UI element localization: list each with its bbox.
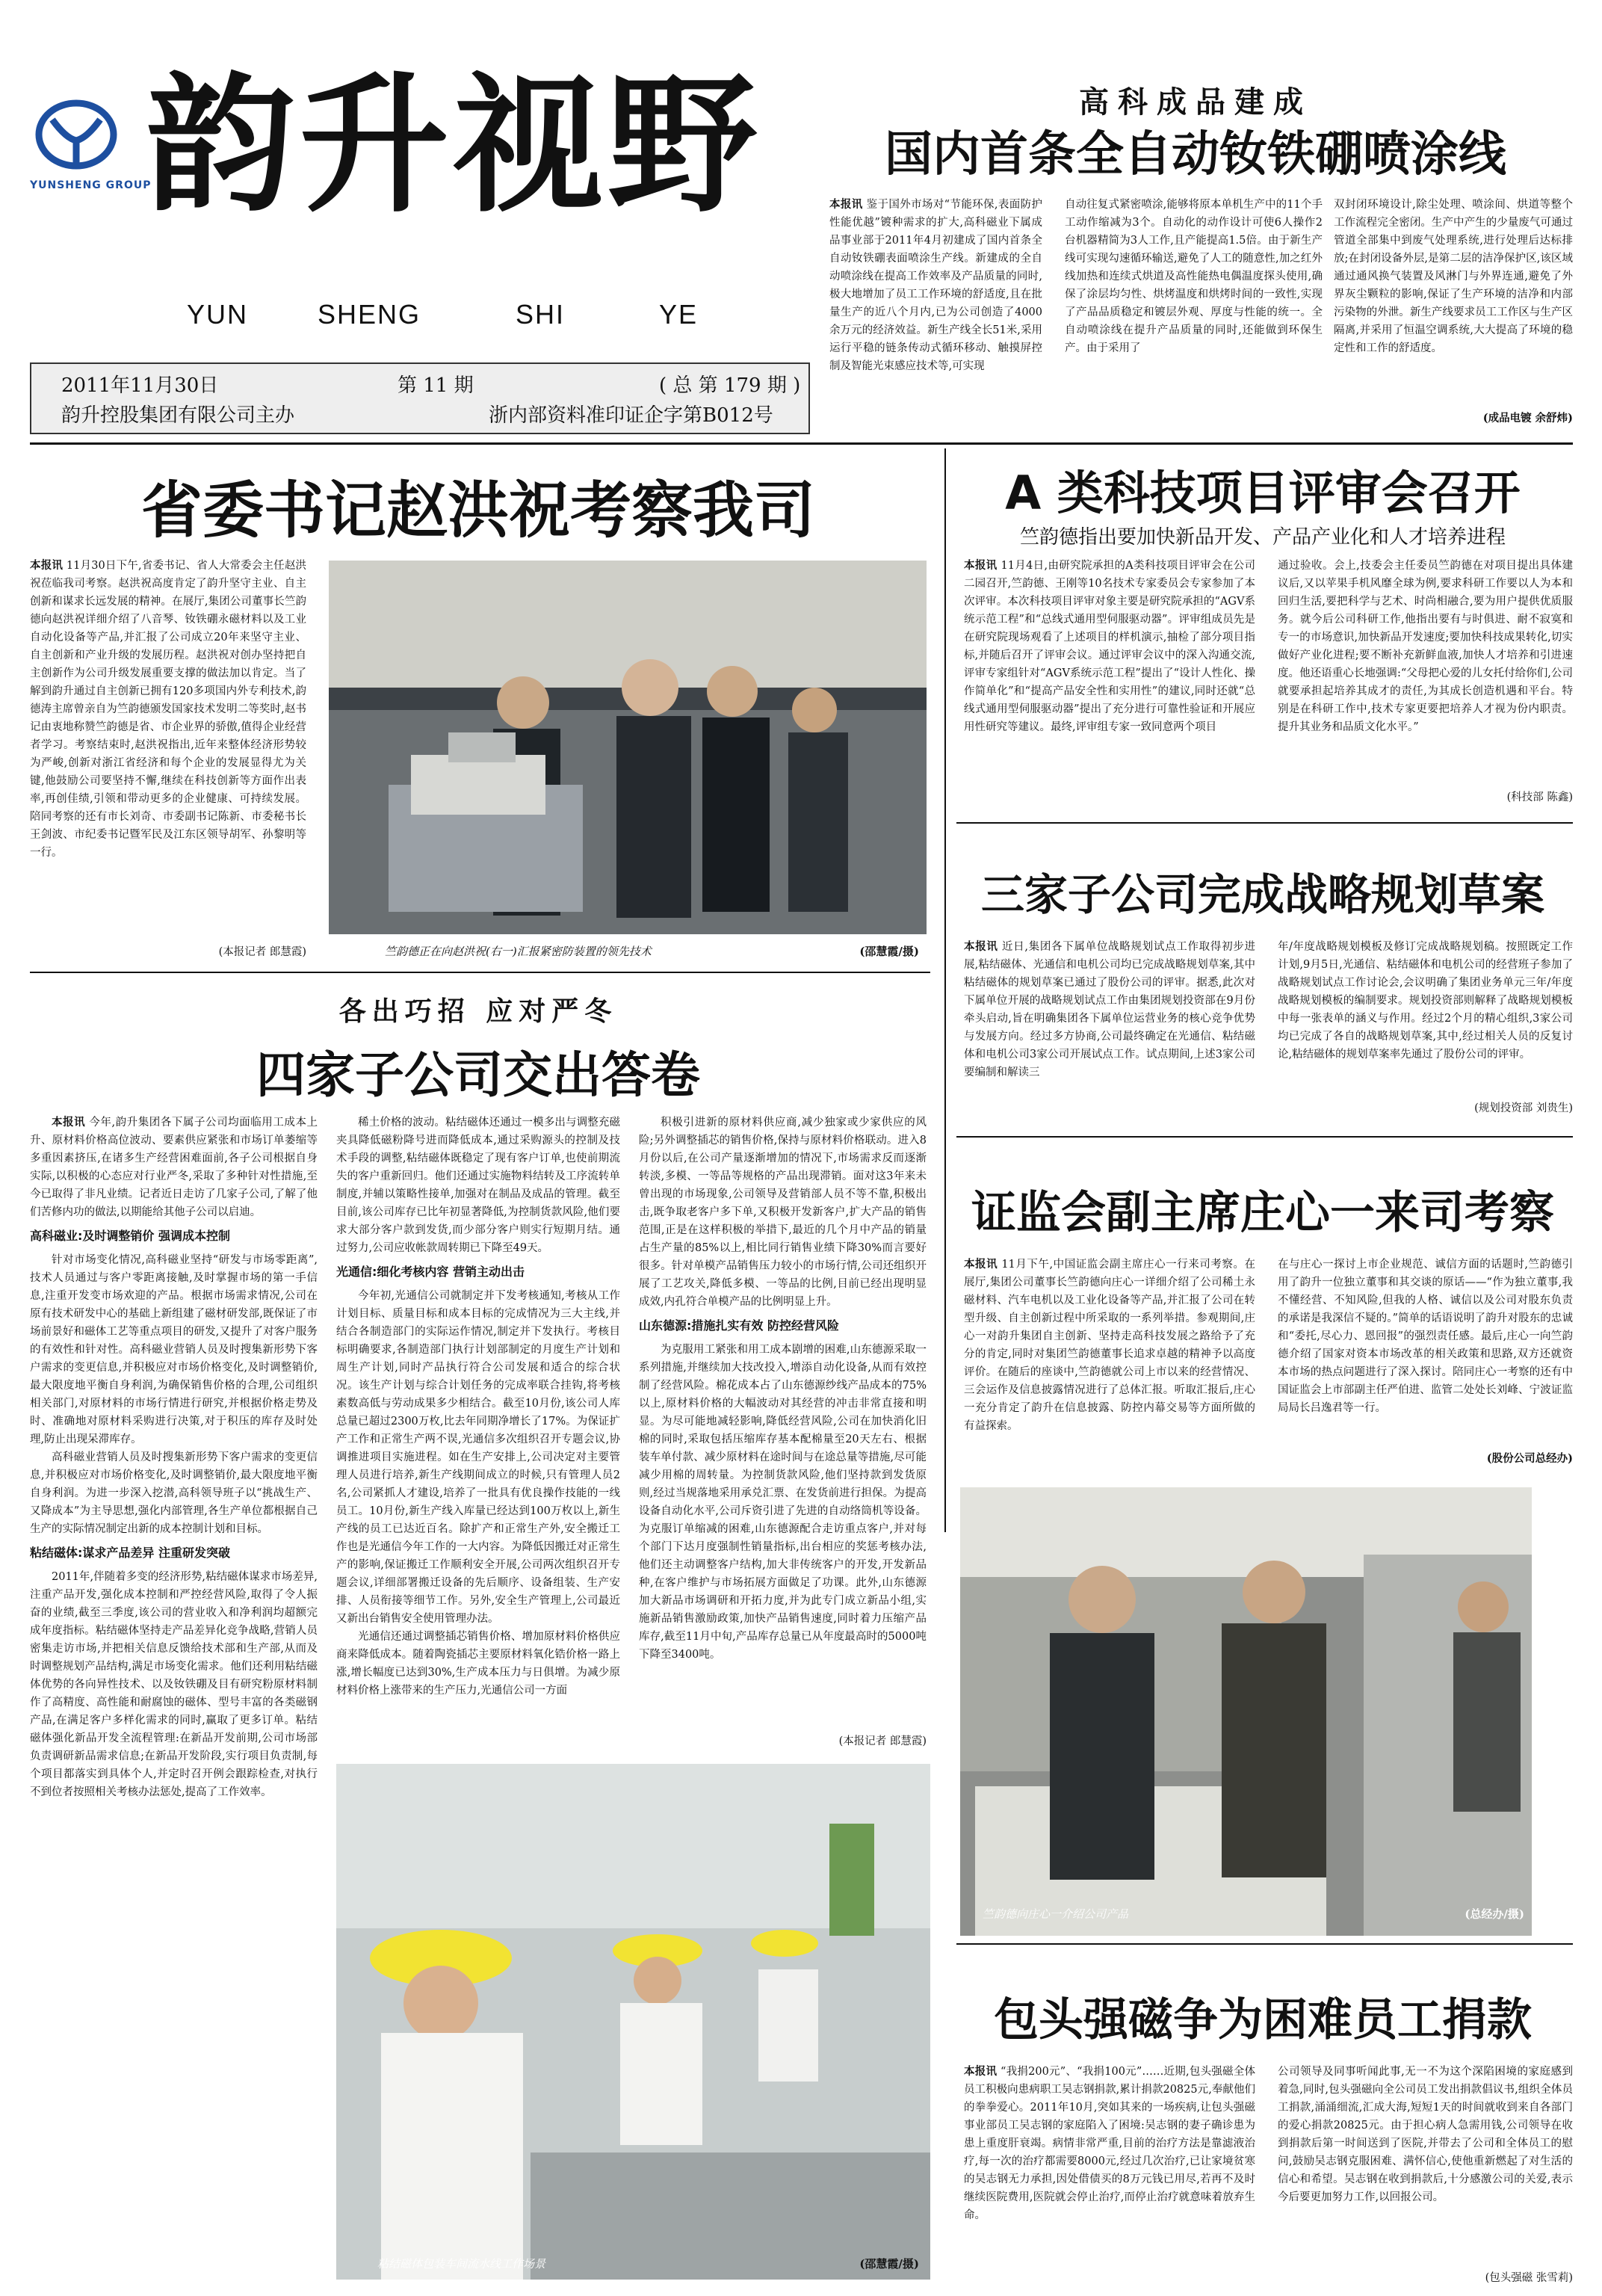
subhead-gaoke: 高科磁业:及时调整销价 强调成本控制 [30,1229,230,1243]
projects-byline: (科技部 陈鑫) [1506,791,1573,803]
governor-body: 本报讯 11月30日下午,省委书记、省人大常委会主任赵洪祝莅临我司考察。赵洪祝高度肯定了韵升坚守主业、自主创新和谋求长远发展的精神。在展厅,集团公司董事长竺韵德向赵洪祝详细介绍了八音琴、钕铁硼永磁材料以及工业自动化设备等产品,并汇报了公司成立20年来坚守主业、自主创新和产业升级的发展历程。赵洪祝对创办坚持把自主创新作为公司升级发展重要支撑的做法加以肯定。当了解到韵升通过自主创新已拥有120多项国内外专利技术,韵德涛主席曾亲自为竺韵德颁发国家技术发明二等奖时,赵书记由衷地称赞竺韵德是省、市企业界的骄傲,值得企业经营者学习。考察结束时,赵洪祝指出,近年来整体经济形势较为严峻,创新对浙江省经济和每个企业的发展显得尤为关键,他鼓励公司要坚持不懈,继续在科技创新等方面作出表率,再创佳绩,引领和带动更多的企业健康、可持续发展。陪同考察的还有市长刘奇、市委副书记陈新、市委秘书长王剑波、市纪委书记暨军民及江东区领导胡军、孙黎明等一行。 [30,559,306,859]
shandong-text: 为克服用工紧张和用工成本剧增的困难,山东德源采取一系列措施,并继续加大技改投入,增添自动化设备,从而有效控制了经营风险。棉花成本占了山东德源纱线产品成本的75%以上,原材料价格的大幅波动对其经营的冲击非常直接和明显。为尽可能地减轻影响,降低经营风险,公司在加快消化旧棉的同时,采取包括压缩库存基本配棉量至20天左右、根据装车单付款、减少原材料在途时间与在途总量等措施,尽可能减少用棉的周转量。为控制货款风险,他们坚持款到发货原则,经过当规落地采用承兑汇票、在发货前进行担保。为提高设备自动化水平,公司斥资引进了先进的自动络筒机等设备。为克服订单缩减的困难,山东德源配合走访重点客户,并对每个部门下达月度强制性销量指标,出台相应的奖惩考核办法,他们还主动调整客户结构,加大非传统客户的开发,开发新品种,在客户维护与市场拓展方面做足了功课。此外,山东德源加大新品市场调研和开拓力度,并为此专门成立新品小组,实施新品销售激励政策,加快产品销售速度,同时着力压缩产品库存,截至11月中旬,产品库存总量已从年度最高时的5000吨下降至3400吨。 [639,1344,927,1661]
issue-date: 2011年11月30日 [61,374,219,397]
four-companies-col2 [336,1114,620,1753]
donation-col2: 公司领导及同事听闻此事,无一不为这个深陷困境的家庭感到着急,同时,包头强磁向全公司员工发出捐款倡议书,组织全体员工捐款,涌涌细流,汇成大海,短短1天的时间就收到来自各部门的爱心捐款20825元。由于担心病人急需用钱,公司领导在收到捐款后第一时间送到了医院,并带去了公司和全体员工的慰问,鼓励吴志钢克服困难、满怀信心,使他重新燃起了对生活的信心和希望。吴志钢在收到捐款后,十分感激公司的关爱,表示今后要更加努力工作,以回报公司。 [1278,2066,1573,2203]
four-companies-byline: (本报记者 郎慧霞) [838,1735,927,1747]
plan-lead: 本报讯 [964,940,998,953]
top-article-lead: 本报讯 [829,198,863,211]
showroom-photo [960,1487,1532,1936]
plan-byline: (规划投资部 刘贵生) [1474,1102,1573,1114]
section-rule-right-1 [956,822,1573,824]
subhead-shandong: 山东德源:措施扎实有效 防控经营风险 [639,1318,839,1333]
pinyin-ye: YE [659,299,699,330]
top-article-headline: 国内首条全自动钕铁硼喷涂线 [885,127,1506,182]
logo-text: YUNSHENG GROUP [30,179,152,191]
optical-text: 今年初,光通信公司就制定并下发考核通知,考核从工作计划目标、质量目标和成本目标的完成情况为三大主线,并结合各制造部门的实际运作情况,制定并下发执行。考核目标明确要求,各制造部门执行计划部制定的月度生产计划和周生产计划,同时产品执行符合公司发展和适合的综合状况。该生产计划与综合计划任务的完成率联合挂钩,将考核素数高低与劳动成果多少相结合。截至10月份,该公司人库总量已超过2300万枚,比去年同期净增长了17%。为保证扩产工作和正常生产两不误,光通信多次组织召开专题会议,协调推进项目实施进程。如在生产安排上,公司决定对主要管理人员进行培养,新生产线期间成立的时候,只有管理人员2名,公司紧抓人才建设,培养了一批具有优良操作技能的一线员工。10月份,新生产线入库量已经达到100万枚以上,新生产线的员工已达近百名。除扩产和正常生产外,安全搬迁工作也是光通信今年工作的一大内容。为降低因搬迁对正常生产的影响,保证搬迁工作顺利安全开展,公司两次组织召开专题会议,详细部署搬迁设备的先后顺序、设备组装、生产安排、人员衔接等细节工作。另外,安全生产管理上,公司最近又新出台销售安全使用管理办法。 [336,1290,620,1625]
exhibition-photo [329,561,927,934]
subhead-optical: 光通信:细化考核内容 营销主动出击 [336,1265,525,1279]
optical-text-end: 积极引进新的原材料供应商,减少独家或少家供应的风险;另外调整插芯的销售价格,保持与原材料价格联动。进入8月份以后,在公司产量逐渐增加的情况下,市场需求反而逐渐转淡,多模、一等品等规格的产品出现滞销。面对这3年来未曾出现的市场现象,公司领导及营销部人员不等不靠,积极出击,既争取老客户多下单,又积极开发新客户,扩大产品的销售范围,正是在这样积极的举措下,最近的几个月中产品的销量占生产量的85%以上,相比同行销售业绩下降30%而言要好很多。针对单模产品销售压力较小的市场行情,公司还组织开展了工艺攻关,降低多模、一等品的比例,目前已经出现明显成效,内孔符合单模产品的比例明显上升。 [639,1117,927,1308]
four-companies-kicker: 各出巧招 应对严冬 [338,996,618,1027]
donation-col1: 本报讯 “我捐200元”、“我捐100元”……近期,包头强磁全体员工积极向患病职工吴志钢捐款,累计捐款20825元,奉献他们的拳拳爱心。2011年10月,突如其来的一场疾病,让包头强磁事业部员工吴志钢的家庭陷入了困境:吴志钢的妻子确诊患为患上重度肝衰竭。病情非常严重,目前的治疗方法是靠滤液治疗,每一次的治疗都需要8000元,经过几次治疗,已让家境贫寒的吴志钢无力承担,因处借债买的8万元钱已用尽,若再不及时继续医院费用,医院就会停止治疗,而停止治疗就意味着放弃生命。 [964,2065,1255,2221]
optical-text-cont: 光通信还通过调整插芯销售价格、增加原材料价格供应商来降低成本。随着陶瓷插芯主要原材料氧化锆价格一路上涨,增长幅度已达到30%,生产成本压力与日俱增。为减少原材料价格上涨带来的生产压力,光通信公司一方面 [336,1631,620,1697]
plan-headline: 三家子公司完成战略规划草案 [980,869,1544,920]
pinyin-yun: YUN [187,299,249,330]
issue-info-box [30,362,810,434]
securities-photo-credit: (总经办/摄) [1465,1907,1524,1921]
gaoke-text-b: 高科磁业营销人员及时搜集新形势下客户需求的变更信息,并积极应对市场价格变化,及时调整销价,最大限度地平衡自身利润。为进一步深入挖潜,高科领导班子以“挑战生产、又降成本”为主导思想,强化内部管理,各生产单位都根据自己生产的实际情况制定出新的成本控制计划和目标。 [30,1451,318,1535]
logo-icon [30,97,142,172]
projects-lead: 本报讯 [964,559,998,572]
gaoke-text-a: 针对市场变化情况,高科磁业坚持“研发与市场零距离”,技术人员通过与客户零距离接触,及时掌握市场的第一手信息,注重开发变市场欢迎的产品。根据市场需求情况,公司在原有技术研发中心的基础上新组建了磁材研发部,既保证了市场前景好和磁体工艺等重点项目的研发,又提升了对客户服务的有效性和针对性。高科磁业营销人员及时搜集新形势下客户需求的变更信息,并积极应对市场价格变化,及时调整销价,最大限度地平衡自身利润,为确保销售价格的合理,公司组织相关部门,对原材料的市场行情进行研究,并根据价格走势及时、准确地对原材料采购进行决策,对于积压的库存及时处理,防止出现呆滞库存。 [30,1254,318,1445]
yunsheng-logo [30,97,142,172]
top-article-col1: 本报讯 鉴于国外市场对“节能环保,表面防护性能优越”镀种需求的扩大,高科磁业下属成品事业部于2011年4月初建成了国内首条全自动钕铁硼表面喷涂生产线。新建成的全自动喷涂线在提高工作效率及产品质量的同时,极大地增加了员工工作环境的舒适度,且在批量生产的近八个月内,已为公司创造了4000余万元的经济效益。新生产线全长51米,采用运行平稳的链条传动式循环移动、触摸屏控制及智能光束感应技术等,可实现 [829,198,1042,372]
sponsor: 韵升控股集团有限公司主办 [61,404,295,427]
top-article-col2: 自动往复式紧密喷涂,能够将原本单机生产中的11个手工动作缩减为3个。自动化的动作设计可使6人操作2台机器精简为3人工作,且产能提高1.5倍。由于新生产线可实现勾速循环输送,避免了人工的随意性,加之红外线加热和连续式烘道及高性能热电偶温度探头使用,确保了涂层均匀性、烘烤温度和烘烤时间的一致性,实现了产品品质稳定和镀层外观、厚度与性能的统一。全自动喷涂线在提升产品质量的同时,还能做到环保生产。由于采用了 [1065,199,1323,354]
donation-lead: 本报讯 [964,2065,998,2078]
securities-col1: 本报讯 11月下午,中国证监会副主席庄心一行来司考察。在展厅,集团公司董事长竺韵德向庄心一详细介绍了公司稀土永磁材料、汽车电机以及工业化设备等产品,并汇报了公司在转型升级、自主创新过程中所采取的一系列举措。参观期间,庄心一对韵升集团自主创新、坚持走高科技发展之路给予了充分的肯定,同时对集团竺韵德董事长追求卓越的精神予以高度评价。在随后的座谈中,竺韵德就公司上市以来的经营情况、三会运作及信息披露情况进行了总体汇报。听取汇报后,庄心一充分肯定了韵升在信息披露、防控内幕交易等方面所做的有益探索。 [964,1258,1255,1432]
issue-number: 第 11 期 [398,374,474,397]
securities-lead: 本报讯 [964,1258,998,1271]
donation-headline: 包头强磁争为困难员工捐款 [994,1994,1532,2046]
top-article-kicker: 高科成品建成 [1079,85,1312,120]
projects-subheadline: 竺韵德指出要加快新品开发、产品产业化和人才培养进程 [1019,526,1506,549]
masthead-title: 韵升视野 [146,58,762,233]
governor-photo [329,561,927,934]
production-line-photo [336,1764,930,2280]
projects-col1: 本报讯 11月4日,由研究院承担的A类科技项目评审会在公司二园召开,竺韵德、王刚等10名技术专家委员会专家参加了本次评审。本次科技项目评审对象主要是研究院承担的“AGV系统示范工程”和“总线式通用型伺服驱动器”。评审组成员先是在研究院现场观看了上述项目的样机演示,抽检了部分项目指标,并随后召开了评审会议。通过评审会议中的深入沟通交流,评审专家组针对“AGV系统示范工程”提出了“设计人性化、操作简单化”和“提高产品安全性和实用性”的建议,同时还就“总线式通用型伺服驱动器”提出了充分进行可靠性验证和开展应用性研究等建议。最终,评审组专家一致同意两个项目 [964,559,1255,733]
factory-photo-caption: 粘结磁体包装车间流水线工作场景 [377,2257,546,2271]
securities-col2: 在与庄心一探讨上市企业规范、诚信方面的话题时,竺韵德引用了韵升一位独立董事和其交谈的原话——“作为独立董事,我不懂经营、不知风险,但我的人格、诚信以及公司对股东负责的承诺是我深信不疑的。”简单的话语说明了韵升对股东的忠诚和“委托,尽心力、恩回报”的强烈责任感。最后,庄心一向竺韵德介绍了国家对资本市场改革的相关政策和思路,双方还就资本市场的热点问题进行了深入探讨。陪同庄心一考察的还有中国证监会上市部副主任严伯进、监管二处处长刘峰、宁波证监局局长吕逸君等一行。 [1278,1259,1573,1414]
projects-col2: 通过验收。会上,技委会主任委员竺韵德在对项目提出具体建议后,又以苹果手机风靡全球为例,要求科研工作要以人为本和回归生活,要把科学与艺术、时尚相融合,要为用户提供优质服务。就今后公司科研工作,他指出要有与时俱进、耐不寂寞和专一的市场意识,加快新品开发速度;要加快科技成果转化,切实做好产业化进程;要不断补充新鲜血液,加快人才培养和引进速度。他还语重心长地强调:“父母把心爱的儿女托付给你们,公司就要承担起培养其成才的责任,为其成长创造机遇和平台。特别是在科研工作中,技术专家更要把培养人才视为份内职责。提升其业务和品质文化水平。” [1278,560,1573,733]
projects-headline: A 类科技项目评审会召开 [1005,466,1521,520]
securities-photo [960,1487,1532,1936]
governor-headline: 省委书记赵洪祝考察我司 [140,475,815,546]
column-divider [944,448,946,1532]
securities-byline: (股份公司总经办) [1486,1452,1573,1465]
governor-photo-credit: (邵慧霞/摄) [859,945,919,958]
section-rule-left [30,972,930,973]
top-article-byline: (成品电镀 余舒炜) [1482,412,1573,425]
total-issue: ( 总 第 179 期 ) [659,374,801,397]
section-rule-right-2 [956,1136,1573,1138]
factory-photo [336,1764,930,2280]
plan-col2: 年/年度战略规划模板及修订完成战略规划稿。按照既定工作计划,9月5日,光通信、粘结磁体和电机公司的经营班子参加了战略规划试点工作讨论会,会议明确了集团业务单元三年/年度战略规划模板的编制要求。规划投资部则解释了战略规划模板中每一张表单的涵义与作用。经过2个月的精心组织,3家公司均已完成了各自的战略规划草案,其中,经过相关人员的反复讨论,粘结磁体的规划草案率先通过了股份公司的评审。 [1278,941,1573,1061]
bonded-magnet-text-cont: 稀土价格的波动。粘结磁体还通过一模多出与调整充磁夹具降低磁粉降号进而降低成本,通过采购源头的控制及技术手段的调整,粘结磁体既稳定了现有客户订单,也使前期流失的客户重新回归。他们还通过实施物料结转及工序流转单制度,并辅以策略性接单,加强对在制品及成品的管理。截至目前,该公司库存已比年初显著降低,为控制货款风险,他们要求大部分客户款到发货,而少部分客户则实行短期月结。通过努力,公司应收帐款周转期已下降至49天。 [336,1117,620,1254]
four-companies-lead: 本报讯 [52,1116,86,1129]
pinyin-sheng: SHENG [318,299,421,330]
governor-photo-caption: 竺韵德正在向赵洪祝(右一)汇报紧密防装置的领先技术 [385,945,652,958]
bonded-magnet-text: 2011年,伴随着多变的经济形势,粘结磁体谋求市场差异,注重产品开发,强化成本控制和严控经营风险,取得了令人振奋的业绩,截至三季度,该公司的营业收入和净利润均超额完成年度指标。粘结磁体坚持走产品差异化竞争战略,营销人员密集走访市场,并把相关信息反馈给技术部和生产部,从而及时调整规划产品结构,满足市场变化需求。他们还利用粘结磁体优势的各向异性技术、以及钕铁硼及目有研究粉原材料制作了高精度、高性能和耐腐蚀的磁体、型号丰富的各类磁钢产品,在满足客户多样化需求的同时,赢取了更多订单。粘结磁体强化新品开发全流程管理:在新品开发前期,公司市场部负责调研新品需求信息;在新品开发阶段,实行项目负责制,每个项目都落实到具体个人,并定时召开例会跟踪检查,对执行不到位者按照相关考核办法惩处,提高了工作效率。 [30,1571,318,1798]
permit-number: 浙内部资料准印证企字第B012号 [489,404,773,427]
section-rule-right-3 [956,1943,1573,1945]
governor-lead: 本报讯 [30,559,64,572]
securities-headline: 证监会副主席庄心一来司考察 [971,1187,1554,1239]
pinyin-shi: SHI [516,299,566,330]
four-companies-headline: 四家子公司交出答卷 [256,1046,700,1104]
donation-byline: (包头强磁 张雪莉) [1485,2272,1573,2284]
factory-photo-credit: (邵慧霞/摄) [859,2257,919,2271]
four-companies-col1: 本报讯 今年,韵升集团各下属子公司均面临用工成本上升、原材料价格高位波动、要素供应紧张和市场订单萎缩等多重因素挤压,在诸多生产经营困难面前,各子公司根据自身实际,以积极的心态应对行业严冬,采取了多种针对性措施,至今已取得了非凡业绩。记者近日走访了几家子公司,了解了他们苦修内功的做法,以期能给其他子公司以启迪。 高科磁业:及时调整销价 强调成本控制 针对市场变化情况,高科磁业坚持“研发与市场零距离”,技术人员通过与客户零距离接触,及时掌握市场的第一手信息,注重开发变市场欢迎的产品。根据市场需求情况,公司在原有技术研发中心的基础上新组建了磁材研发部,既保证了市场前景好和磁体工艺等重点项目的研发,又提升了对客户服务的有效性和针对性。高科磁业营销人员及时搜集新形势下客户需求的变更信息,并积极应对市场价格变化,及时调整销价,最大限度地平衡自身利润,为确保销售价格的合理,公司组织相关部门,对原材料的市场行情进行研究,并根据价格走势及时、准确地对原材料采购进行决策,对于积压的库存及时处理,防止出现呆滞库存。 高科磁业营销人员及时搜集新形势下客户需求的变更信息,并积极应对市场价格变化,及时调整销价,最大限度地平衡自身利润。为进一步深入挖潜,高科领导班子以“挑战生产、又降成本”为主导思想,强化内部管理,各生产单位都根据自己生产的实际情况制定出新的成本控制计划和目标。 粘结磁体:谋求产品差异 注重研发突破 2011年,伴随着多变的经济形势,粘结磁体谋求市场差异,注重产品开发,强化成本控制和严控经营风险,取得了令人振奋的业绩,截至三季度,该公司的营业收入和净利润均超额完成年度指标。粘结磁体坚持走产品差异化竞争战略,营销人员密集走访市场,并把相关信息反馈给技术部和生产部,从而及时调整规划产品结构,满足市场变化需求。他们还利用粘结磁体优势的各向异性技术、以及钕铁硼及目有研究粉原材料制作了高精度、高性能和耐腐蚀的磁体、型号丰富的各类磁钢产品,在满足客户多样化需求的同时,赢取了更多订单。粘结磁体强化新品开发全流程管理:在新品开发前期,公司市场部负责调研新品需求信息;在新品开发阶段,实行项目负责制,每个项目都落实到具体个人,并定时召开例会跟踪检查,对执行不到位者按照相关考核办法惩处,提高了工作效率。 [30,1114,318,2283]
subhead-bonded-magnet: 粘结磁体:谋求产品差异 注重研发突破 [30,1546,230,1560]
top-article-col3: 双封闭环境设计,除尘处理、喷涂间、烘道等整个工作流程完全密闭。生产中产生的少量废气可通过管道全部集中到废气处理系统,进行处理后达标排放;在封闭设备外层,是第二层的洁净保护区,该区域通过通风换气装置及风淋门与外界连通,避免了外界灰尘颗粒的影响,保证了生产环境的洁净和内部污染物的外泄。新生产线要求员工工作区与生产区隔离,并采用了恒温空调系统,大大提高了环境的稳定性和工作的舒适度。 [1334,199,1573,354]
securities-photo-caption: 竺韵德向庄心一介绍公司产品 [983,1907,1129,1921]
section-rule [30,442,1573,445]
plan-col1: 本报讯 近日,集团各下属单位战略规划试点工作取得初步进展,粘结磁体、光通信和电机公司均已完成战略规划草案,其中粘结磁体的规划草案已通过了股份公司的评审。据悉,此次对下属单位开展的战略规划试点工作由集团规划投资部在9月份牵头启动,旨在明确集团各下属单位运营业务的核心竞争优势与发展方向。经过多方协商,公司最终确定在光通信、粘结磁体和电机公司3家公司开展试点工作。试点期间,上述3家公司要编制和解读三 [964,940,1255,1078]
governor-byline: (本报记者 郎慧霞) [218,946,306,958]
four-companies-col3 [639,1114,927,1730]
